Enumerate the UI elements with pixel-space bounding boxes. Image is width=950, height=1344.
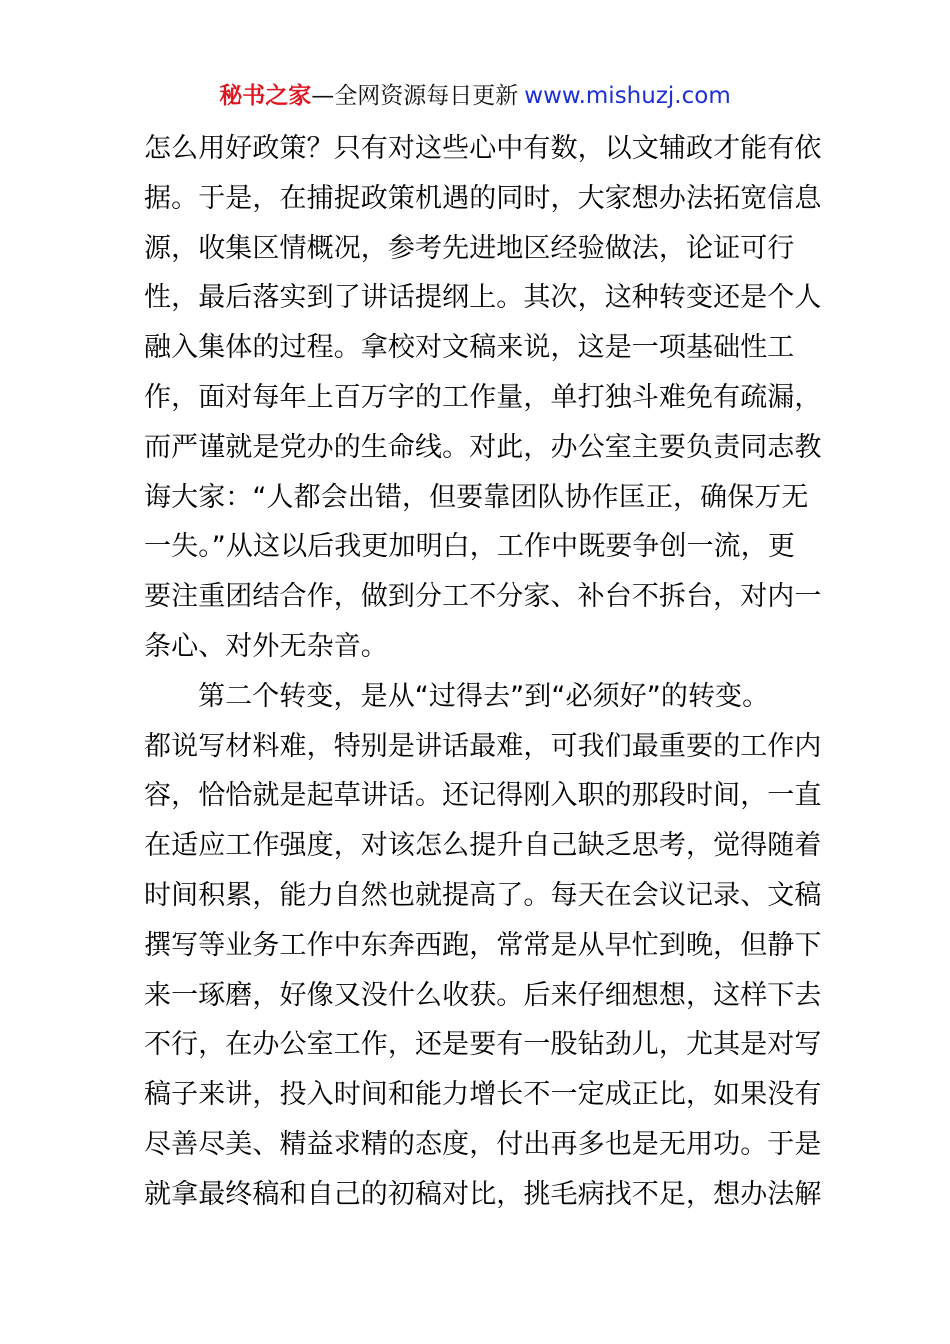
text-line: 容，恰恰就是起草讲话。还记得刚入职的那段时间，一直 bbox=[144, 780, 822, 812]
text-line: 尽善尽美、精益求精的态度，付出再多也是无用功。于是 bbox=[144, 1128, 822, 1160]
website-link[interactable]: www.mishuzj.com bbox=[524, 83, 731, 109]
text-line: 性，最后落实到了讲话提纲上。其次，这种转变还是个人 bbox=[144, 282, 822, 314]
text-line: 条心、对外无杂音。 bbox=[144, 630, 388, 662]
text-line: 源，收集区情概况，参考先进地区经验做法，论证可行 bbox=[144, 232, 795, 264]
text-line: 不行，在办公室工作，还是要有一股钻劲儿，尤其是对写 bbox=[144, 1029, 822, 1061]
page-header bbox=[0, 80, 950, 112]
text-line: 作，面对每年上百万字的工作量，单打独斗难免有疏漏， bbox=[144, 381, 822, 413]
text-line: 据。于是，在捕捉政策机遇的同时，大家想办法拓宽信息 bbox=[144, 182, 822, 214]
document-body bbox=[144, 124, 822, 1220]
text-line: 要注重团结合作，做到分工不分家、补台不拆台，对内一 bbox=[144, 581, 822, 613]
brand-name: 秘书之家 bbox=[219, 83, 312, 109]
text-line: 撰写等业务工作中东奔西跑，常常是从早忙到晚，但静下 bbox=[144, 929, 822, 961]
text-line: 就拿最终稿和自己的初稿对比，挑毛病找不足，想办法解 bbox=[144, 1178, 822, 1210]
text-line: 都说写材料难，特别是讲话最难，可我们最重要的工作内 bbox=[144, 730, 822, 762]
paragraph-start-line: 第二个转变，是从“过得去”到“必须好”的转变。 bbox=[198, 680, 770, 712]
text-line: 时间积累，能力自然也就提高了。每天在会议记录、文稿 bbox=[144, 879, 822, 911]
text-line: 而严谨就是党办的生命线。对此，办公室主要负责同志教 bbox=[144, 431, 822, 463]
text-line: 一失。”从这以后我更加明白，工作中既要争创一流，更 bbox=[144, 531, 795, 563]
text-line: 稿子来讲，投入时间和能力增长不一定成正比，如果没有 bbox=[144, 1079, 822, 1111]
text-line: 怎么用好政策？只有对这些心中有数，以文辅政才能有依 bbox=[144, 133, 822, 164]
text-line: 融入集体的过程。拿校对文稿来说，这是一项基础性工 bbox=[144, 332, 795, 364]
header-tagline: —全网资源每日更新 bbox=[311, 83, 519, 109]
text-line: 诲大家：“人都会出错，但要靠团队协作匡正，确保万无 bbox=[144, 481, 809, 513]
text-line: 来一琢磨，好像又没什么收获。后来仔细想想，这样下去 bbox=[144, 979, 822, 1011]
text-line: 在适应工作强度，对该怎么提升自己缺乏思考，觉得随着 bbox=[144, 830, 822, 862]
